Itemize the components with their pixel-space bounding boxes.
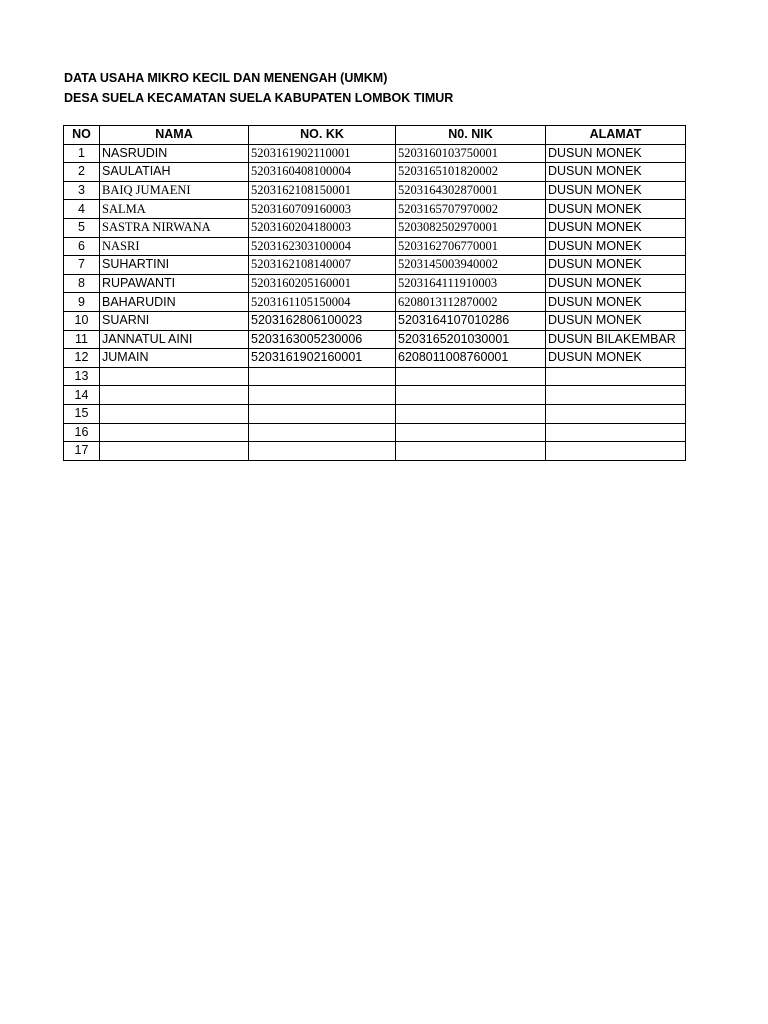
cell-no: 8 [64, 274, 100, 293]
cell-no: 13 [64, 367, 100, 386]
document-title: DATA USAHA MIKRO KECIL DAN MENENGAH (UMKM) [64, 71, 388, 85]
document-subtitle: DESA SUELA KECAMATAN SUELA KABUPATEN LOMBOK TIMUR [64, 91, 454, 105]
table-row [64, 404, 686, 423]
cell-alamat: DUSUN MONEK [546, 200, 686, 219]
cell-nik [396, 367, 546, 386]
cell-alamat: DUSUN MONEK [546, 144, 686, 163]
cell-no: 5 [64, 218, 100, 237]
header-nama: NAMA [100, 126, 249, 145]
cell-alamat [546, 442, 686, 461]
header-no-nik: N0. NIK [396, 126, 546, 145]
cell-nik: 5203164107010286 [396, 311, 546, 330]
table-row [64, 163, 686, 182]
table-row [64, 367, 686, 386]
cell-alamat: DUSUN MONEK [546, 311, 686, 330]
cell-kk: 5203161902110001 [249, 144, 396, 163]
cell-no: 17 [64, 442, 100, 461]
cell-alamat: DUSUN MONEK [546, 349, 686, 368]
table-row [64, 330, 686, 349]
cell-nama: NASRI [100, 237, 249, 256]
cell-alamat [546, 423, 686, 442]
table-row [64, 386, 686, 405]
cell-kk: 5203162108150001 [249, 181, 396, 200]
cell-alamat: DUSUN BILAKEMBAR [546, 330, 686, 349]
cell-alamat: DUSUN MONEK [546, 274, 686, 293]
cell-no: 7 [64, 256, 100, 275]
cell-nama: JUMAIN [100, 349, 249, 368]
umkm-table [63, 125, 686, 461]
cell-nik [396, 386, 546, 405]
cell-nama [100, 386, 249, 405]
cell-nama: SUARNI [100, 311, 249, 330]
cell-nama: SALMA [100, 200, 249, 219]
cell-kk [249, 442, 396, 461]
cell-alamat: DUSUN MONEK [546, 256, 686, 275]
cell-nama: BAHARUDIN [100, 293, 249, 312]
cell-nama: JANNATUL AINI [100, 330, 249, 349]
table-row [64, 274, 686, 293]
cell-nik: 5203165201030001 [396, 330, 546, 349]
cell-kk: 5203160204180003 [249, 218, 396, 237]
cell-kk [249, 386, 396, 405]
table-row [64, 181, 686, 200]
cell-kk [249, 423, 396, 442]
cell-kk [249, 367, 396, 386]
table-row [64, 423, 686, 442]
cell-nama: SASTRA NIRWANA [100, 218, 249, 237]
table-row [64, 218, 686, 237]
cell-nik: 5203082502970001 [396, 218, 546, 237]
table-row [64, 311, 686, 330]
cell-no: 15 [64, 404, 100, 423]
cell-nik: 5203160103750001 [396, 144, 546, 163]
cell-nama [100, 404, 249, 423]
cell-kk: 5203162303100004 [249, 237, 396, 256]
table-body [64, 144, 686, 460]
table-row [64, 144, 686, 163]
cell-nama [100, 423, 249, 442]
cell-nama [100, 442, 249, 461]
cell-no: 10 [64, 311, 100, 330]
table-header-row [64, 126, 686, 145]
cell-alamat: DUSUN MONEK [546, 293, 686, 312]
cell-kk: 5203161105150004 [249, 293, 396, 312]
cell-nik: 5203164302870001 [396, 181, 546, 200]
cell-kk: 5203162108140007 [249, 256, 396, 275]
header-alamat: ALAMAT [546, 126, 686, 145]
cell-no: 3 [64, 181, 100, 200]
cell-nik [396, 404, 546, 423]
cell-alamat: DUSUN MONEK [546, 218, 686, 237]
cell-alamat [546, 367, 686, 386]
cell-kk: 5203162806100023 [249, 311, 396, 330]
table-row [64, 293, 686, 312]
cell-no: 14 [64, 386, 100, 405]
cell-no: 6 [64, 237, 100, 256]
cell-kk: 5203163005230006 [249, 330, 396, 349]
cell-nik [396, 423, 546, 442]
cell-nik: 5203145003940002 [396, 256, 546, 275]
cell-alamat: DUSUN MONEK [546, 237, 686, 256]
cell-no: 9 [64, 293, 100, 312]
cell-no: 12 [64, 349, 100, 368]
cell-kk: 5203160408100004 [249, 163, 396, 182]
cell-nik: 6208011008760001 [396, 349, 546, 368]
cell-kk: 5203161902160001 [249, 349, 396, 368]
cell-kk: 5203160205160001 [249, 274, 396, 293]
cell-nama: BAIQ JUMAENI [100, 181, 249, 200]
cell-nama: SUHARTINI [100, 256, 249, 275]
cell-alamat: DUSUN MONEK [546, 163, 686, 182]
cell-nama: NASRUDIN [100, 144, 249, 163]
cell-nik: 5203165101820002 [396, 163, 546, 182]
cell-nik [396, 442, 546, 461]
cell-no: 2 [64, 163, 100, 182]
cell-no: 4 [64, 200, 100, 219]
table-row [64, 256, 686, 275]
cell-alamat [546, 386, 686, 405]
cell-nama [100, 367, 249, 386]
cell-no: 11 [64, 330, 100, 349]
header-no: NO [64, 126, 100, 145]
header-no-kk: NO. KK [249, 126, 396, 145]
cell-nik: 6208013112870002 [396, 293, 546, 312]
document-title-block [64, 68, 453, 108]
cell-kk: 5203160709160003 [249, 200, 396, 219]
cell-no: 1 [64, 144, 100, 163]
cell-alamat [546, 404, 686, 423]
cell-nama: SAULATIAH [100, 163, 249, 182]
table-row [64, 349, 686, 368]
table-row [64, 237, 686, 256]
table-row [64, 200, 686, 219]
cell-nama: RUPAWANTI [100, 274, 249, 293]
cell-alamat: DUSUN MONEK [546, 181, 686, 200]
table-row [64, 442, 686, 461]
cell-kk [249, 404, 396, 423]
cell-nik: 5203162706770001 [396, 237, 546, 256]
cell-no: 16 [64, 423, 100, 442]
cell-nik: 5203164111910003 [396, 274, 546, 293]
cell-nik: 5203165707970002 [396, 200, 546, 219]
